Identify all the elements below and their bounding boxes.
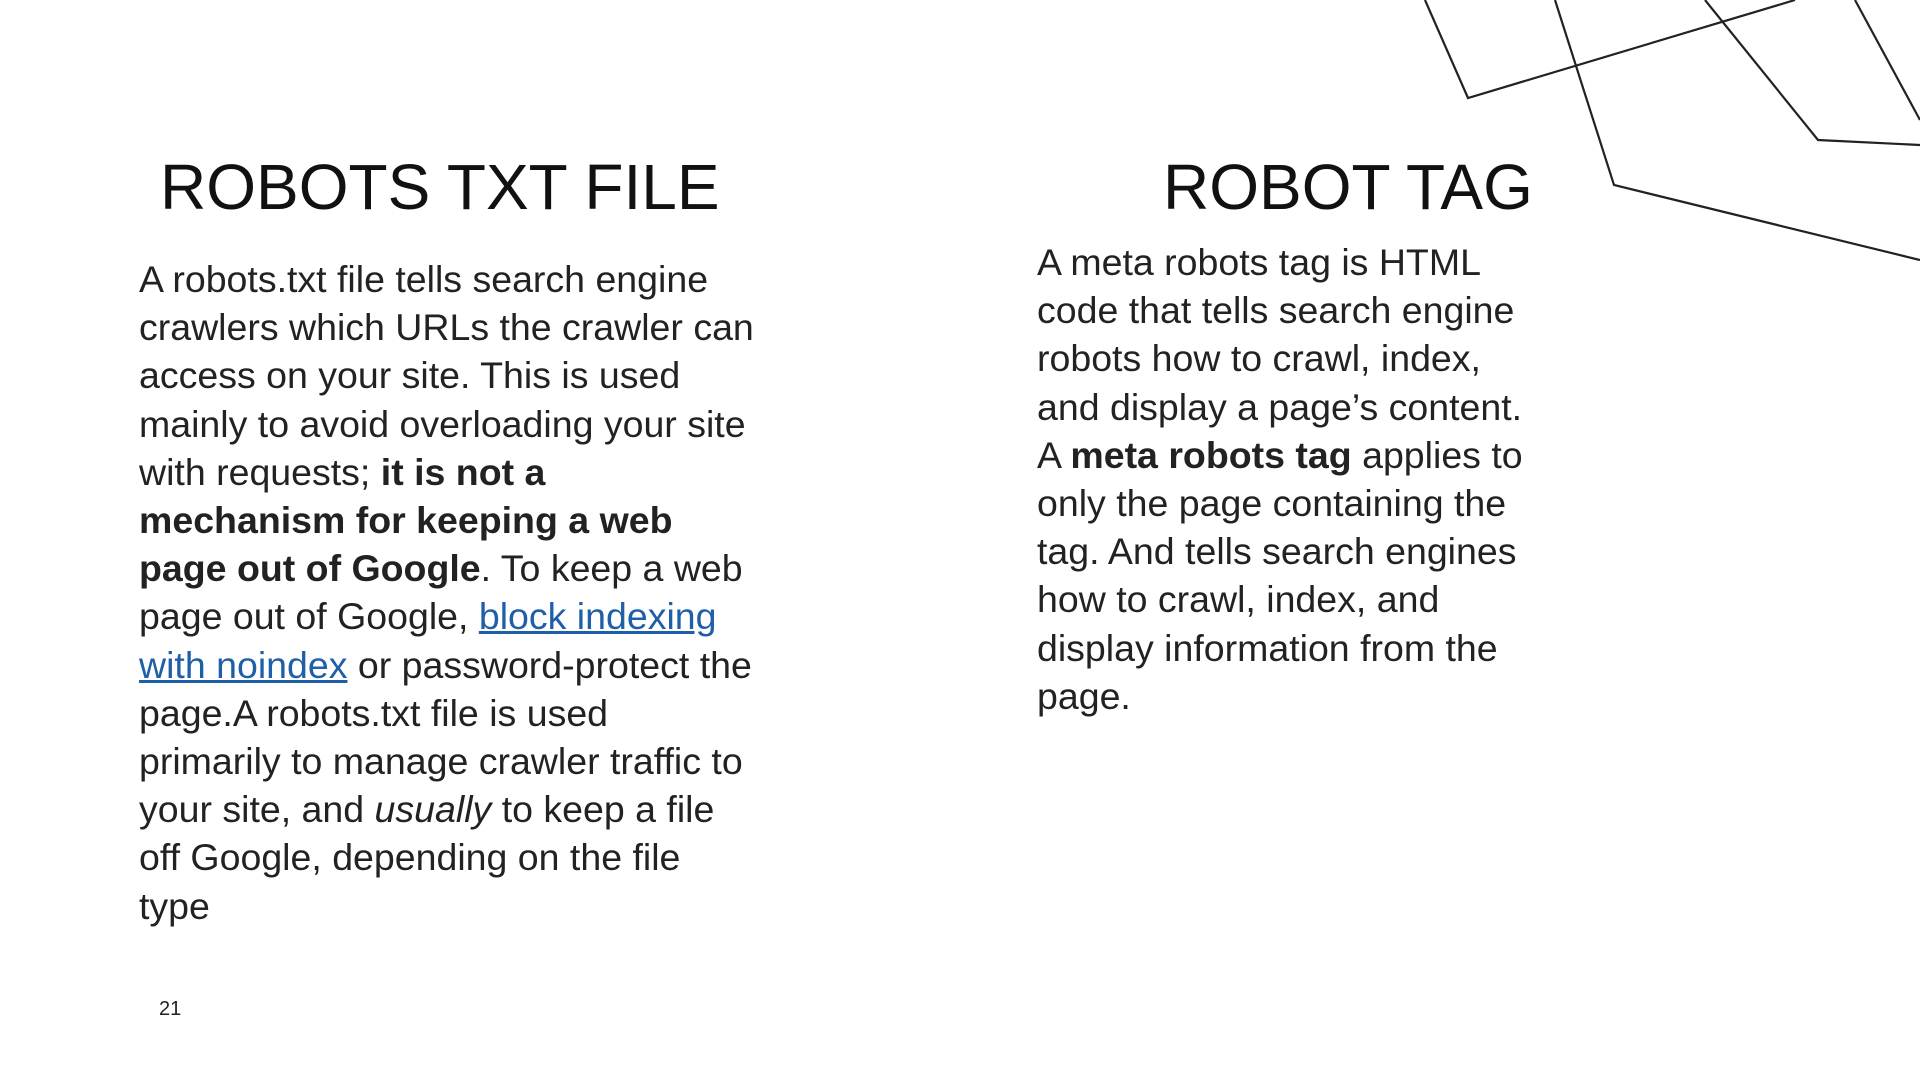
deco-line-3 bbox=[1705, 0, 1920, 145]
page-number: 21 bbox=[159, 998, 182, 1020]
robots-txt-text-part-4: to keep a file off Google, depending on the file type bbox=[139, 788, 715, 927]
robots-txt-text-part-1: A robots.txt file tells search engine crawlers which URLs the crawler can access on your site. This is used mainly to avoid overloading your site with requests; bbox=[139, 258, 754, 493]
robot-tag-text-part-2: applies to only the page containing the tag. And tells search engines how to crawl, index, and display information from the page. bbox=[1037, 433, 1523, 717]
robots-txt-italic-usually: usually bbox=[374, 788, 492, 831]
deco-line-1 bbox=[1425, 0, 1795, 98]
block-indexing-link[interactable]: block indexing with noindex bbox=[139, 595, 717, 686]
deco-line-4 bbox=[1855, 0, 1920, 120]
robot-tag-description bbox=[1037, 238, 1537, 720]
robots-txt-description bbox=[139, 255, 759, 930]
robots-txt-heading: ROBOTS TXT FILE bbox=[160, 151, 720, 223]
robot-tag-heading: ROBOT TAG bbox=[1163, 151, 1533, 223]
robots-txt-bold-statement: it is not a mechanism for keeping a web page out of Google bbox=[139, 450, 673, 590]
deco-line-2 bbox=[1555, 0, 1920, 260]
robot-tag-bold-term: meta robots tag bbox=[1070, 433, 1352, 476]
robots-txt-text-part-3: or password-protect the page.A robots.txt file is used primarily to manage crawler traffic to your site, and bbox=[139, 643, 752, 831]
robots-txt-text-part-2: . To keep a web page out of Google, bbox=[139, 547, 743, 638]
robot-tag-text-part-1: A meta robots tag is HTML code that tells search engine robots how to crawl, index, and display a page’s content. A bbox=[1037, 241, 1523, 476]
